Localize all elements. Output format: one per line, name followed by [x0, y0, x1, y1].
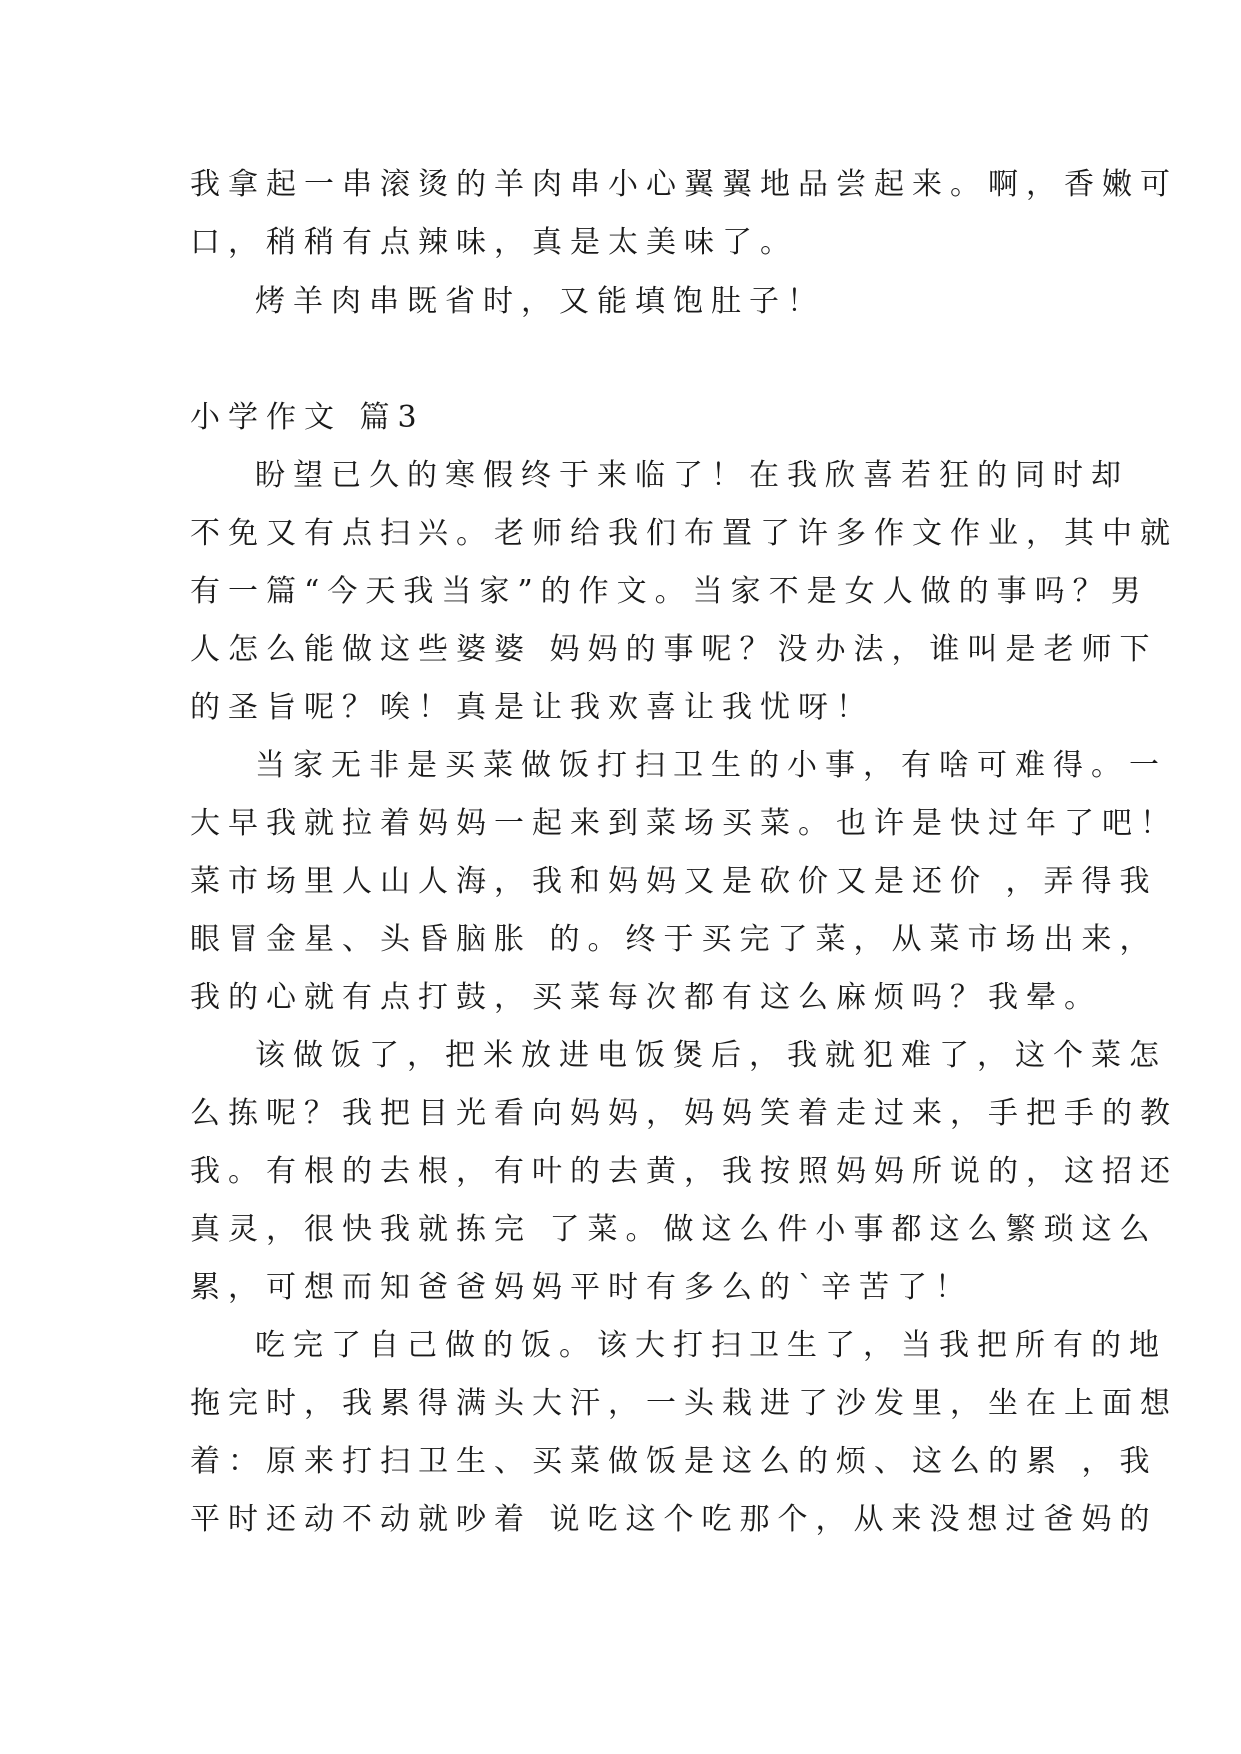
- text-line: 烤羊肉串既省时，又能填饱肚子！: [255, 284, 825, 319]
- text-line: 眼冒金星、头昏脑胀 的。终于买完了菜，从菜市场出来，: [190, 922, 1158, 957]
- text-line: 该做饭了，把米放进电饭煲后，我就犯难了，这个菜怎: [255, 1038, 1167, 1073]
- text-line: 累，可想而知爸爸妈妈平时有多么的`辛苦了！: [190, 1270, 973, 1305]
- text-line: 当家无非是买菜做饭打扫卫生的小事，有啥可难得。一: [255, 748, 1167, 783]
- text-line: 有一篇“今天我当家”的作文。当家不是女人做的事吗？男: [190, 574, 1149, 609]
- text-line: 口，稍稍有点辣味，真是太美味了。: [190, 225, 798, 260]
- text-line: 盼望已久的寒假终于来临了！在我欣喜若狂的同时却: [255, 458, 1129, 493]
- text-line: 么拣呢？我把目光看向妈妈，妈妈笑着走过来，手把手的教: [190, 1096, 1178, 1131]
- text-line: 真灵，很快我就拣完 了菜。做这么件小事都这么繁琐这么: [190, 1212, 1158, 1247]
- text-line: 拖完时，我累得满头大汗，一头栽进了沙发里，坐在上面想: [190, 1386, 1178, 1421]
- text-line: 着：原来打扫卫生、买菜做饭是这么的烦、这么的累 ，我: [190, 1444, 1158, 1479]
- text-line: 人怎么能做这些婆婆 妈妈的事呢？没办法，谁叫是老师下: [190, 632, 1158, 667]
- text-line: 大早我就拉着妈妈一起来到菜场买菜。也许是快过年了吧！: [190, 806, 1178, 841]
- text-line: 吃完了自己做的饭。该大打扫卫生了，当我把所有的地: [255, 1328, 1167, 1363]
- text-line: 我。有根的去根，有叶的去黄，我按照妈妈所说的，这招还: [190, 1154, 1178, 1189]
- text-line: 平时还动不动就吵着 说吃这个吃那个，从来没想过爸妈的: [190, 1502, 1158, 1537]
- text-line: 的圣旨呢？唉！真是让我欢喜让我忧呀！: [190, 690, 874, 725]
- text-line: 我拿起一串滚烫的羊肉串小心翼翼地品尝起来。啊，香嫩可: [190, 167, 1178, 202]
- text-line: 菜市场里人山人海，我和妈妈又是砍价又是还价 ，弄得我: [190, 864, 1158, 899]
- text-line: 不免又有点扫兴。老师给我们布置了许多作文作业，其中就: [190, 516, 1178, 551]
- section-title: 小学作文 篇3: [190, 400, 425, 435]
- text-line: 我的心就有点打鼓，买菜每次都有这么麻烦吗？我晕。: [190, 980, 1102, 1015]
